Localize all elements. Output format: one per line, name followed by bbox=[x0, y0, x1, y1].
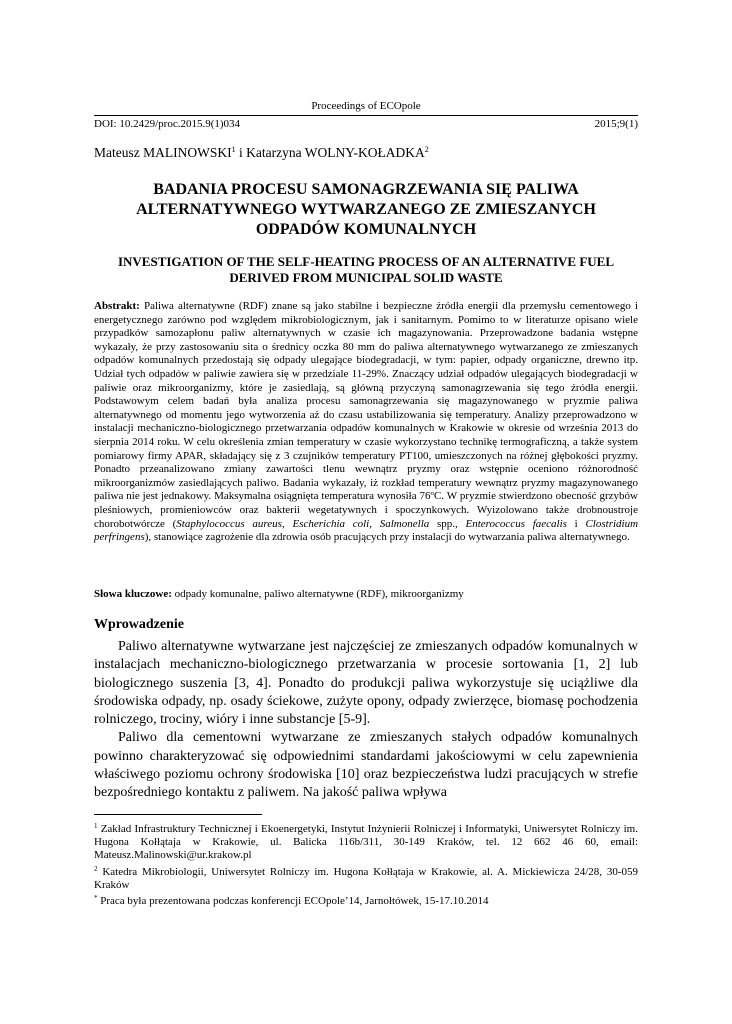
header-rule bbox=[94, 115, 638, 116]
species-sep-1: , bbox=[281, 517, 293, 530]
keywords bbox=[94, 588, 638, 600]
keywords-text: odpady komunalne, paliwo alternatywne (RDF), mikroorganizmy bbox=[171, 588, 464, 600]
title-polish: BADANIA PROCESU SAMONAGRZEWANIA SIĘ PALIWA ALTERNATYWNEGO WYTWARZANEGO ZE ZMIESZANYCH ODPADÓW KOMUNALNYCH bbox=[136, 181, 596, 238]
abstract-text-2: ), stanowiące zagrożenie dla zdrowia osób pracujących przy instalacji do wytwarzania paliwa alternatywnego. bbox=[144, 531, 630, 544]
species-3: Salmonella bbox=[379, 517, 430, 530]
footnote-2 bbox=[94, 863, 638, 892]
author-2-affiliation: 2 bbox=[424, 145, 429, 154]
species-4: Enterococcus faecalis bbox=[465, 517, 567, 530]
author-2: Katarzyna WOLNY-KOŁADKA bbox=[246, 145, 425, 160]
author-1-affiliation: 1 bbox=[231, 145, 236, 154]
title-english: INVESTIGATION OF THE SELF-HEATING PROCESS OF AN ALTERNATIVE FUEL DERIVED FROM MUNICIPAL SOLID WASTE bbox=[117, 254, 615, 285]
footnote-1-mark: 1 bbox=[94, 822, 98, 830]
footnote-3 bbox=[94, 892, 638, 908]
doi-row bbox=[94, 118, 638, 130]
abstract-label: Abstrakt: bbox=[94, 300, 140, 312]
abstract bbox=[94, 300, 638, 545]
footnote-rule bbox=[94, 814, 262, 815]
species-5: Clostridium perfringens bbox=[94, 517, 639, 544]
author-1: Mateusz MALINOWSKI bbox=[94, 145, 232, 160]
keywords-label: Słowa kluczowe: bbox=[94, 588, 172, 600]
body-text bbox=[94, 638, 638, 803]
authors bbox=[94, 145, 429, 161]
doi: DOI: 10.2429/proc.2015.9(1)034 bbox=[94, 118, 241, 130]
footnote-2-mark: 2 bbox=[94, 864, 98, 873]
species-2: Escherichia coli bbox=[292, 517, 370, 530]
paragraph-2: Paliwo dla cementowni wytwarzane ze zmieszanych stałych odpadów komunalnych powinno charakteryzować się odpowiednimi standardami jakościowymi w celu zapewnienia właściwego poziomu ochrony środowiska [10] oraz bezpieczeństwa ludzi pracujących w strefie bezpośredniego kontaktu z paliwem. Na jakość paliwa wpływa bbox=[94, 730, 638, 801]
issue: 2015;9(1) bbox=[594, 118, 638, 130]
author-connector: i bbox=[235, 145, 247, 160]
footnote-1-text: Zakład Infrastruktury Technicznej i Ekoenergetyki, Instytut Inżynierii Rolniczej i Informatyki, Uniwersytet Rolniczy im. Hugona Kołłątaja w Krakowie, ul. Balicka 116b/311, 30-149 Kraków, tel. 12 662 46 60, email: Mateusz.Malinowski@ur.krakow.pl bbox=[94, 823, 638, 862]
footnote-3-text: Praca była prezentowana podczas konferencji ECOpole’14, Jarnołtówek, 15-17.10.2014 bbox=[97, 895, 489, 908]
species-sep-2: , bbox=[369, 517, 380, 530]
species-sep-4: i bbox=[566, 517, 586, 530]
section-heading: Wprowadzenie bbox=[94, 617, 184, 632]
footnotes bbox=[94, 820, 638, 908]
paragraph-1: Paliwo alternatywne wytwarzane jest najczęściej ze zmieszanych odpadów komunalnych w instalacjach mechaniczno-biologicznego przetwarzania w procesie sortowania [1, 2] lub biologicznego suszenia [3, 4]. Ponadto do produkcji paliwa wykorzystuje się uciążliwe dla środowiska odpady, np. osady ściekowe, zużyte opony, odpady zwierzęce, biomasę pochodzenia rolniczego, trociny, wióry i inne substancje [5-9]. bbox=[94, 639, 638, 728]
species-sep-3: spp., bbox=[429, 517, 466, 530]
footnote-2-text: Katedra Mikrobiologii, Uniwersytet Rolniczy im. Hugona Kołłątaja w Krakowie, al. A. Mickiewicza 24/28, 30-059 Kraków bbox=[94, 865, 638, 891]
journal-name: Proceedings of ECOpole bbox=[311, 100, 421, 112]
footnote-3-mark: * bbox=[94, 894, 98, 903]
abstract-text-1: Paliwa alternatywne (RDF) znane są jako stabilne i bezpieczne źródła energii dla przemysłu cementowego i energetycznego zarówno pod względem mikrobiologicznym, jak i sanitarnym. Pomimo to w literaturze opisano wiele przypadków samozapłonu paliw alternatywnych w czasie ich magazynowania. Przeprowadzone badania wstępne wykazały, że przy zastosowaniu sita o średnicy oczka 80 mm do paliwa alternatywnego wytwarzanego ze zmieszanych odpadów komunalnych przedostają się odpady ulegające biodegradacji, w tym: papier, odpady organiczne, drewno itp. Udział tych odpadów w paliwie zawiera się w przedziale 11-29%. Znaczący udział odpadów ulegających biodegradacji w paliwie oraz mikroorganizmy, które je zasiedlają, są główną przyczyną samonagrzewania się tego źródła energii. Podstawowym celem badań była analiza procesu samonagrzewania się magazynowanego w pryzmie paliwa alternatywnego od momentu jego wytworzenia aż do czasu ustabilizowania się temperatury. Analizy przeprowadzono w instalacji mechaniczno-biologicznego przetwarzania odpadów komunalnych w Krakowie w okresie od września 2013 do sierpnia 2014 roku. W celu określenia zmian temperatury w czasie wykorzystano technikę termograficzną, a także system pomiarowy firmy APAR, składający się z 3 czujników temperatury PT100, umieszczonych na różnej głębokości pryzmy. Ponadto przeanalizowano zmiany zawartości tlenu wewnątrz pryzmy oraz wstępnie oceniono różnorodność mikroorganizmów zasiedlających paliwo. Badania wykazały, iż rozkład temperatury wewnątrz pryzmy magazynowanego paliwa nie jest jednakowy. Maksymalna osiągnięta temperatura wynosiła 76ºC. W pryzmie stwierdzono obecność grzybów pleśniowych, promieniowców oraz bakterii wegetatywnych i spoczynkowych. Wyizolowano także drobnoustroje chorobotwórcze ( bbox=[94, 300, 638, 530]
species-1: Staphylococcus aureus bbox=[176, 517, 282, 530]
footnote-1 bbox=[94, 820, 638, 863]
